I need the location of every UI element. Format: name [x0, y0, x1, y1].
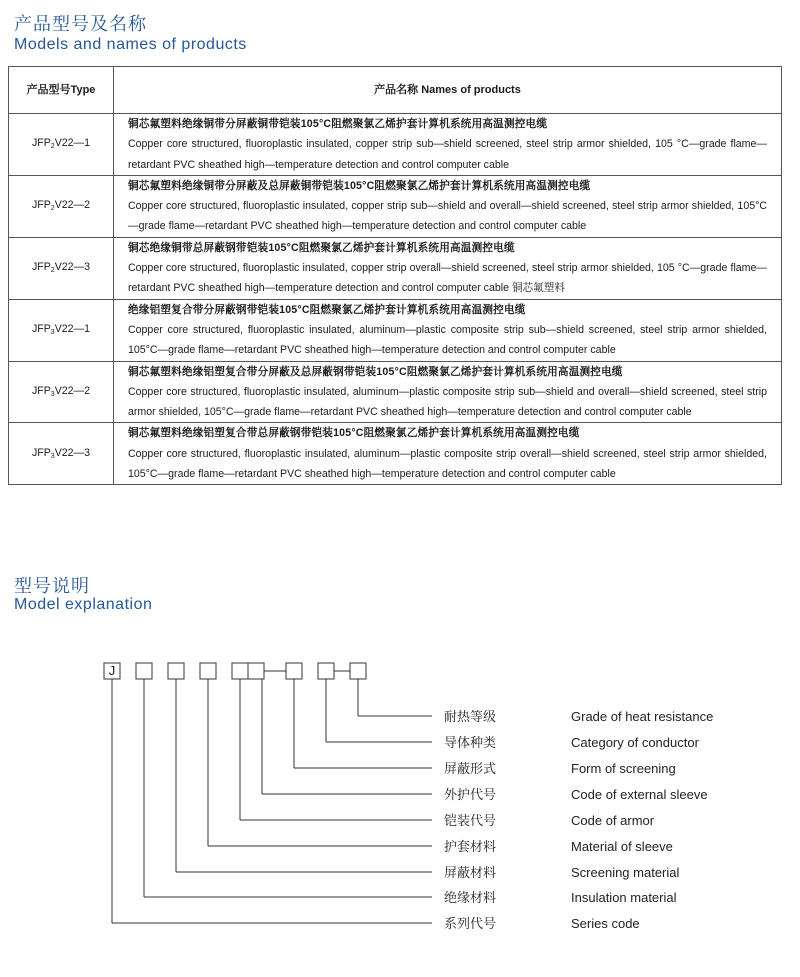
- products-title-zh: 产品型号及名称: [14, 14, 147, 35]
- model-code: $JFP_2V22—3$: [9, 237, 114, 299]
- product-name-zh: 绝缘铝塑复合带分屏蔽钢带铠装105°C阻燃聚氯乙烯护套计算机系统用高温测控电缆: [128, 303, 526, 316]
- label-zh: 系列代号: [444, 917, 497, 932]
- label-en: Code of armor: [571, 813, 655, 828]
- model-code: $JFP_3V22—2$: [9, 361, 114, 423]
- label-zh: 屏蔽形式: [444, 762, 497, 777]
- product-name-zh: 铜芯氟塑料绝缘铜带分屏蔽铜带铠装105°C阻燃聚氯乙烯护套计算机系统用高温测控电缆: [128, 118, 548, 130]
- code-box: [136, 663, 152, 679]
- product-name-en: Copper core structured, fluoroplastic insulated, aluminum—plastic composite strip overall—shield screened, steel strip armor shielded, 105°C—grade flame—retardant PVC sheathed high—temperature detection and control computer cable: [128, 447, 767, 481]
- label-en: Form of screening: [571, 761, 676, 776]
- code-box: [200, 663, 216, 679]
- products-title-en: Models and names of products: [14, 36, 247, 53]
- code-box: [318, 663, 334, 679]
- model-title-zh: 型号说明: [14, 576, 90, 597]
- series-code-letter: J: [108, 663, 116, 678]
- product-name-en: Copper core structured, fluoroplastic insulated, copper strip sub—shield and overall—shield screened, steel strip armor shielded, 105°C—grade flame—retardant PVC sheathed high—temperature detection and control computer cable: [128, 200, 767, 233]
- label-zh: 耐热等级: [444, 710, 497, 725]
- label-en: Material of sleeve: [571, 839, 673, 854]
- label-zh: 导体种类: [444, 736, 497, 751]
- label-zh: 外护代号: [444, 788, 497, 803]
- model-code: $JFP_2V22—2$: [9, 175, 114, 237]
- label-en: Grade of heat resistance: [571, 709, 714, 724]
- label-en: Series code: [571, 916, 640, 931]
- product-name-en: Copper core structured, fluoroplastic insulated, copper strip overall—shield screened, steel strip armor shielded, 105 °C—grade flame—retardant PVC sheathed high—temperature detection and control computer cable 铜芯氟塑料: [128, 262, 767, 295]
- label-zh: 屏蔽材料: [444, 866, 497, 881]
- product-name-zh: 铜芯氟塑料绝缘铜带分屏蔽及总屏蔽铜带铠装105°C阻燃聚氯乙烯护套计算机系统用高温测控电缆: [128, 179, 591, 192]
- code-box: [168, 663, 184, 679]
- label-en: Insulation material: [571, 890, 677, 905]
- label-en: Category of conductor: [571, 735, 699, 750]
- model-code: $JFP_3V22—3$: [9, 423, 114, 485]
- header-type: 产品型号Type: [9, 67, 114, 114]
- code-box: [350, 663, 366, 679]
- label-zh: 铠装代号: [444, 814, 497, 829]
- product-name-zh: 铜芯氟塑料绝缘铝塑复合带总屏蔽钢带铠装105°C阻燃聚氯乙烯护套计算机系统用高温测控电缆: [128, 427, 580, 440]
- label-zh: 绝缘材料: [444, 891, 497, 906]
- model-code: $JFP_2V22—1$: [9, 114, 114, 176]
- product-name-en: Copper core structured, fluoroplastic insulated, copper strip sub—shield screened, steel strip armor shielded, 105 °C—grade flame—retardant PVC sheathed high—temperature detection and control computer cable: [128, 138, 767, 171]
- product-name-en: Copper core structured, fluoroplastic insulated, aluminum—plastic composite strip sub—shield and overall—shield screened, steel strip armor shielded, 105°C—grade flame—retardant PVC sheathed high—temperature detection and control computer cable: [128, 385, 767, 419]
- label-zh: 护套材料: [444, 840, 497, 855]
- label-en: Screening material: [571, 865, 680, 880]
- code-box: [232, 663, 248, 679]
- label-en: Code of external sleeve: [571, 787, 708, 802]
- product-name-zh: 铜芯氟塑料绝缘铝塑复合带分屏蔽及总屏蔽钢带铠装105°C阻燃聚氯乙烯护套计算机系统用高温测控电缆: [128, 365, 623, 378]
- code-box: [248, 663, 264, 679]
- product-name-zh: 铜芯绝缘铜带总屏蔽钢带铠装105°C阻燃聚氯乙烯护套计算机系统用高温测控电缆: [128, 241, 515, 254]
- code-box: [286, 663, 302, 679]
- model-code: $JFP_3V22—1$: [9, 299, 114, 361]
- product-name-en: Copper core structured, fluoroplastic insulated, aluminum—plastic composite strip sub—shield screened, steel strip armor shielded, 105°C—grade flame—retardant PVC sheathed high—temperature detection and control computer cable: [128, 323, 767, 357]
- header-names: 产品名称 Names of products: [114, 67, 782, 114]
- model-title-en: Model explanation: [14, 596, 153, 613]
